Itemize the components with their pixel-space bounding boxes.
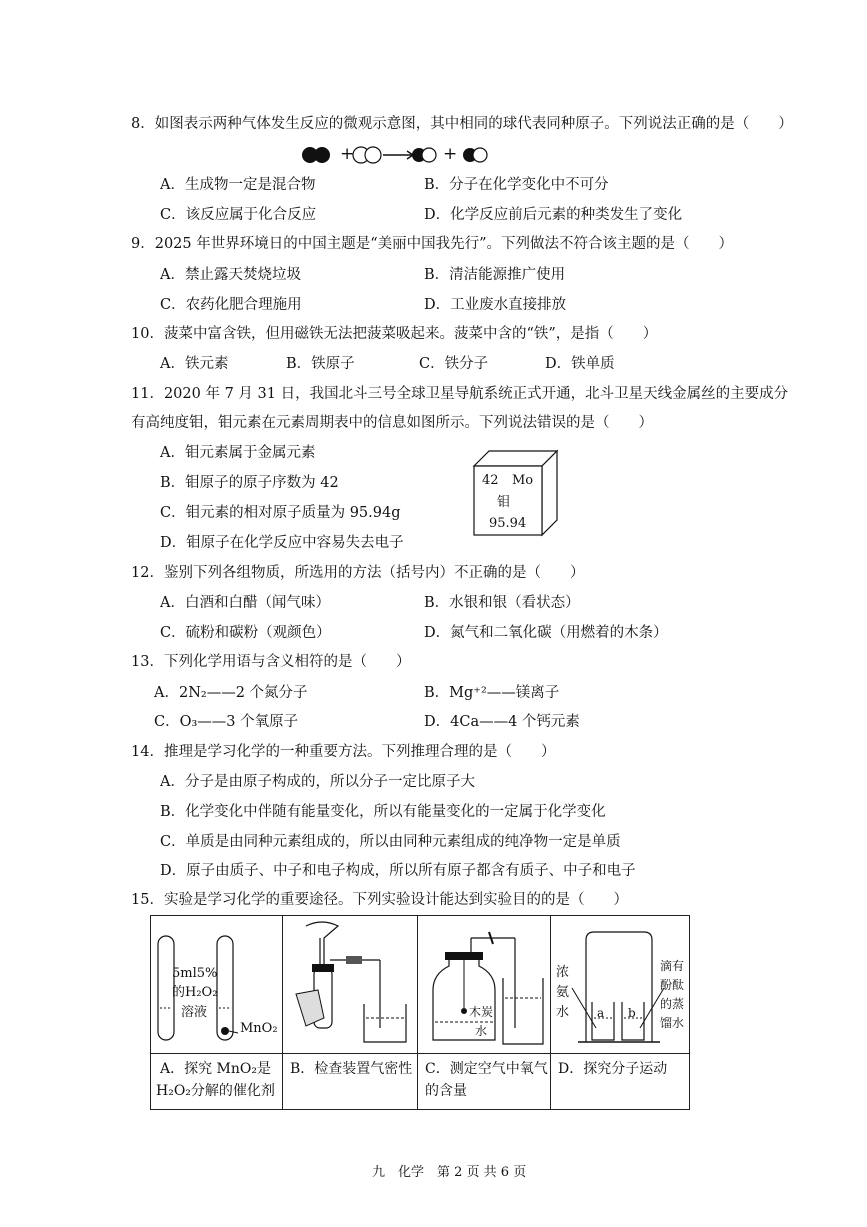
q12-option-d: D．氮气和二氧化碳（用燃着的木条） [424, 625, 668, 641]
q14-option-b: B．化学变化中伴随有能量变化，所以有能量变化的一定属于化学变化 [160, 804, 606, 820]
q10-option-a: A．铁元素 [160, 356, 229, 372]
q13-option-c: C．O₃——3 个氧原子 [154, 714, 299, 730]
label-charcoal: 木炭 [469, 1005, 494, 1019]
q11-option-a: A．钼元素属于金属元素 [160, 445, 316, 461]
plus-sign: + [443, 144, 458, 164]
q13-option-a: A．2N₂——2 个氮分子 [154, 685, 308, 701]
element-symbol: Mo [512, 473, 534, 488]
label-phenolphthalein-2: 酚酞 [660, 978, 685, 992]
plus-sign: + [340, 144, 355, 164]
atomic-mass: 95.94 [489, 516, 527, 531]
beaker-a-label: a [597, 1006, 605, 1020]
q14-stem: 14．推理是学习化学的一种重要方法。下列推理合理的是（ ） [131, 744, 556, 760]
q11-stem: 11．2020 年 7 月 31 日，我国北斗三号全球卫星导航系统正式开通，北斗卫星天线金属丝的主要成分 [131, 386, 789, 402]
label-conc-ammonia-1: 浓 [556, 965, 570, 980]
q10-stem: 10．菠菜中富含铁，但用磁铁无法把菠菜吸起来。菠菜中含的“铁”，是指（ ） [131, 326, 658, 342]
panel-a-caption: A．探究 MnO₂是 [160, 1061, 272, 1077]
q9-option-a: A．禁止露天焚烧垃圾 [160, 267, 301, 283]
q10-option-d: D．铁单质 [545, 356, 615, 372]
q12-stem: 12．鉴别下列各组物质，所选用的方法（括号内）不正确的是（ ） [131, 565, 585, 581]
q14-option-c: C．单质是由同种元素组成的，所以由同种元素组成的纯净物一定是单质 [160, 834, 621, 850]
q14-option-a: A．分子是由原子构成的，所以分子一定比原子大 [160, 774, 475, 790]
label-phenolphthalein-3: 的蒸 [660, 997, 685, 1011]
label-h2o2-volume: 5ml5% [172, 966, 218, 981]
white-atom [422, 148, 436, 162]
q9-option-d: D．工业废水直接排放 [424, 297, 567, 313]
q10-option-c: C．铁分子 [419, 356, 489, 372]
panel-c-caption-cont: 的含量 [425, 1083, 467, 1099]
q8-option-d: D．化学反应前后元素的种类发生了变化 [424, 207, 683, 223]
panel-b-caption: B．检查装置气密性 [290, 1061, 413, 1077]
panel-c-caption: C．测定空气中氧气 [425, 1061, 548, 1077]
label-mno2: MnO₂ [240, 1021, 278, 1036]
beaker-b-label: b [628, 1006, 636, 1020]
panel-a-caption-cont: H₂O₂分解的催化剂 [156, 1083, 275, 1099]
q8-stem: 8．如图表示两种气体发生反应的微观示意图，其中相同的球代表同种原子。下列说法正确的是（ ） [131, 116, 793, 132]
q13-stem: 13．下列化学用语与含义相符的是（ ） [131, 654, 411, 670]
q13-option-b: B．Mg⁺²——镁离子 [424, 685, 560, 701]
label-phenolphthalein-4: 馏水 [660, 1016, 685, 1030]
white-atom [365, 147, 381, 163]
q13-option-d: D．4Ca——4 个钙元素 [424, 714, 580, 730]
q12-option-b: B．水银和银（看状态） [424, 595, 580, 611]
panel-d-caption: D．探究分子运动 [558, 1061, 668, 1077]
q11-option-b: B．钼原子的原子序数为 42 [160, 475, 339, 491]
black-atom [314, 147, 330, 163]
q9-option-b: B．清洁能源推广使用 [424, 267, 566, 283]
page-footer: 九 化学 第 2 页 共 6 页 [372, 1165, 527, 1180]
label-conc-ammonia-2: 氨 [556, 985, 570, 1000]
q11-option-d: D．钼原子在化学反应中容易失去电子 [160, 535, 404, 551]
q11-option-c: C．钼元素的相对原子质量为 95.94g [160, 505, 401, 521]
q14-option-d: D．原子由质子、中子和电子构成，所以所有原子都含有质子、中子和电子 [160, 863, 636, 879]
q9-option-c: C．农药化肥合理施用 [160, 297, 302, 313]
q8-option-a: A．生成物一定是混合物 [160, 177, 316, 193]
q8-option-b: B．分子在化学变化中不可分 [424, 177, 609, 193]
q12-option-c: C．硫粉和碳粉（观颜色） [160, 625, 331, 641]
label-phenolphthalein-1: 滴有 [660, 959, 685, 973]
q12-option-a: A．白酒和白醋（闻气味） [160, 595, 330, 611]
label-conc-ammonia-3: 水 [556, 1005, 570, 1020]
q15-stem: 15．实验是学习化学的重要途径。下列实验设计能达到实验目的的是（ ） [131, 892, 628, 908]
element-name: 钼 [497, 495, 511, 510]
reaction-diagram [298, 142, 498, 168]
atomic-number: 42 [482, 473, 499, 488]
label-solution: 溶液 [181, 1005, 208, 1020]
q11-stem-cont: 有高纯度钼，钼元素在元素周期表中的信息如图所示。下列说法错误的是（ ） [131, 415, 653, 431]
q10-option-b: B．铁原子 [286, 356, 355, 372]
white-atom [473, 148, 487, 162]
airtightness-apparatus [284, 918, 416, 1051]
label-h2o2: 的H₂O₂ [172, 985, 218, 1000]
q9-stem: 9．2025 年世界环境日的中国主题是“美丽中国我先行”。下列做法不符合该主题的是（ ） [131, 236, 734, 252]
label-water: 水 [475, 1024, 488, 1038]
q8-option-c: C．该反应属于化合反应 [160, 207, 317, 223]
